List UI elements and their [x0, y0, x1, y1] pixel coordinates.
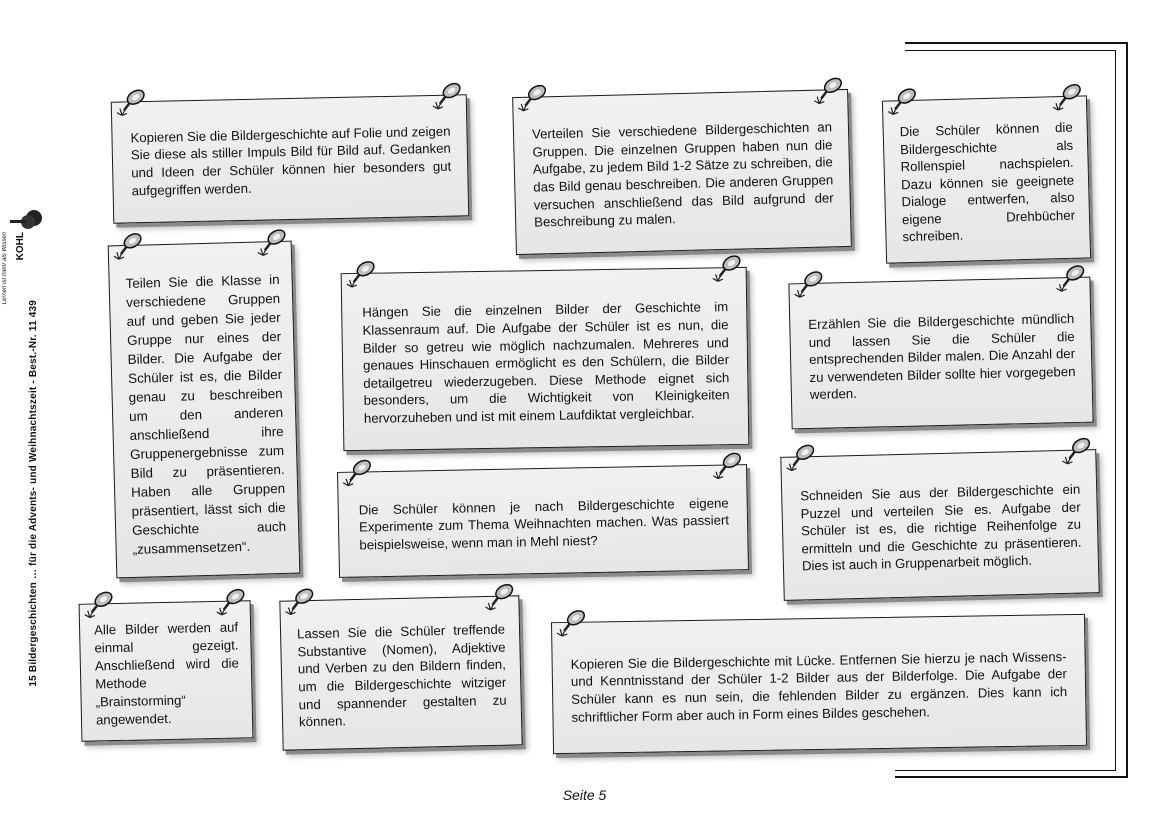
pin-icon — [1059, 436, 1094, 467]
card-text: Erzählen Sie die Bildergeschichte mündlich und lassen Sie die Schüler die entsprechenden Bilder malen. Die Anzahl der zu verwendeten Bilder sollte hier vorgegeben werden. — [808, 310, 1076, 403]
frame-bottom-line-2 — [895, 770, 1116, 771]
pin-icon — [213, 587, 248, 618]
card-wortschatz — [279, 595, 522, 750]
card-text: Verteilen Sie verschiedene Bildergeschichten an Gruppen. Die einzelnen Gruppen haben nun die Aufgabe, zu jedem Bild 1-2 Sätze zu schreiben, die das Bild genau beschreiben. Die anderen Gruppen versuchen anschließend das Bild aufgrund der Beschreibung zu malen. — [531, 119, 834, 230]
card-text: Die Schüler können die Bildergeschichte als Rollenspiel nachspielen. Dazu können sie geeignete Dialoge entwerfen, also eigene Drehbücher schreiben. — [899, 119, 1076, 245]
card-gruppen-praesentieren — [108, 241, 301, 579]
pin-icon — [554, 609, 588, 640]
book-info: 15 Bildergeschichten … für die Advents- und Weihnachtszeit - Best.-Nr. 11 439 — [28, 300, 39, 687]
card-folie — [111, 94, 469, 223]
pin-icon — [783, 443, 818, 474]
card-muendlich — [788, 277, 1093, 430]
card-laufdiktat — [341, 267, 750, 451]
card-text: Hängen Sie die einzelnen Bilder der Geschichte im Klassenraum auf. Die Aufgabe der Schüler ist es nun, die Bilder so getreu wie möglich nachzumalen. Mehreres und genaues Hinschauen ermöglicht es den Schülern, die Bilder detailgetreu wiederzugeben. Diese Methode eignet sich besonders, um die Wichtigkeit von Kleinigkeiten hervorzuheben und ist mit einem Laufdiktat vergleichbar. — [362, 299, 730, 426]
page-number: Seite 5 — [562, 787, 607, 803]
pin-icon — [254, 228, 289, 259]
frame-bottom-line-1 — [895, 776, 1128, 778]
card-rollenspiel — [882, 95, 1091, 263]
pin-icon — [710, 451, 745, 482]
card-text: Die Schüler können je nach Bildergeschichte eigene Experimente zum Thema Weihnachten machen. Was passiert beispielsweise, wenn man in Mehl niest? — [358, 495, 730, 553]
card-luecke — [551, 614, 1087, 754]
frame-top-line-2 — [905, 50, 1115, 51]
card-text: Alle Bilder werden auf einmal gezeigt. Anschließend wird die Methode „Brainstorming“ angewendet. — [93, 619, 240, 728]
pin-icon — [110, 232, 145, 263]
publisher-tagline: Lernen ist mehr als Wissen — [2, 232, 8, 305]
pin-icon — [343, 260, 377, 291]
pin-icon — [885, 87, 920, 118]
card-text: Kopieren Sie die Bildergeschichte auf Folie und zeigen Sie diese als stiller Impuls Bild für Bild auf. Gedanken und Ideen der Schüler können hier besonders gut aufgegriffen werden. — [130, 123, 452, 198]
pin-icon — [791, 270, 826, 301]
publisher-name: KOHL — [15, 232, 26, 261]
frame-top-line-1 — [905, 42, 1127, 44]
pin-icon — [1050, 82, 1085, 113]
card-text: Schneiden Sie aus der Bildergeschichte ein Puzzel und verteilen Sie es. Aufgabe der Schüler ist es, die richtige Reihenfolge zu ermitteln und die Geschichte zu präsentieren. Dies ist auch in Gruppenarbeit möglich. — [800, 481, 1082, 574]
pin-icon — [429, 81, 464, 112]
pin-icon — [1053, 264, 1088, 295]
pin-icon — [340, 458, 375, 489]
pin-icon — [811, 76, 846, 107]
card-gruppen-beschreiben — [512, 89, 852, 255]
card-text: Teilen Sie die Klasse in verschiedene Gruppen auf und geben Sie jeder Gruppe nur eines der Bilder. Die Aufgabe der Schüler ist es, die Bilder genau zu beschreiben um den anderen anschließend ihre Gruppenergebnisse zum Bild zu präsentieren. Haben alle Gruppen präsentiert, lässt sich die Geschichte auch „zusammensetzen“. — [125, 271, 287, 557]
pin-icon — [482, 582, 517, 613]
pin-icon — [515, 83, 550, 114]
card-brainstorming — [79, 600, 254, 742]
card-text: Kopieren Sie die Bildergeschichte mit Lücke. Entfernen Sie hierzu je nach Wissens- und Kenntnisstand der Schüler 1-2 Bilder aus der Bilderfolge. Die Aufgabe der Schüler kann es nun sein, die fehlenden Bilder zu ergänzen. Dies kann ich schriftlicher Form aber auch in Form eines Bildes geschehen. — [570, 648, 1068, 725]
card-text: Lassen Sie die Schüler treffende Substantive (Nomen), Adjektive und Verben zu den Bildern finden, um die Bildergeschichte witziger und spannender gestalten zu können. — [296, 621, 507, 730]
frame-right-line-1 — [1126, 42, 1128, 777]
pin-icon — [113, 88, 148, 119]
frame-right-line-2 — [1115, 50, 1116, 770]
pin-icon — [282, 587, 317, 618]
pin-icon — [81, 590, 116, 621]
card-puzzel — [780, 449, 1099, 601]
pin-icon — [709, 254, 743, 285]
card-experimente — [337, 464, 749, 578]
